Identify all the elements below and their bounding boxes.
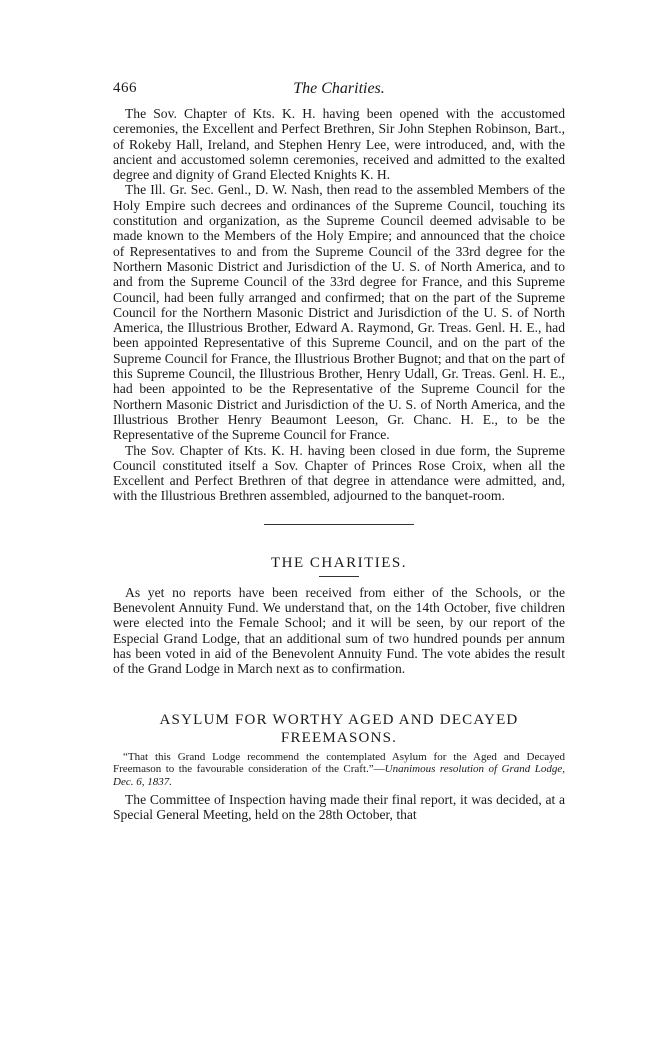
paragraph-representatives: The Ill. Gr. Sec. Genl., D. W. Nash, then read to the assembled Members of the Holy Empire such decrees and ordinances of the Supreme Council, touching its constitution and organization, as the Supreme Council deemed advisable to be made known to the Members of the Holy Empire; and announced that the choice of Representatives to and from the Supreme Council of the 33rd degree for the Northern Masonic District and Jurisdiction of the U. S. of North America, and to and from the Supreme Council of the 33rd degree for France, and this Supreme Council, had been fully arranged and confirmed; that on the part of the Supreme Council for the Northern Masonic District and Jurisdiction of the U. S. of North America, the Illustrious Brother, Edward A. Raymond, Gr. Treas. Genl. H. E., had been appointed Representative of this Supreme Council, and on the part of the Supreme Council for France, the Illustrious Brother Bugnot; and that on the part of this Supreme Council, the Illustrious Brother, Henry Udall, Gr. Treas. Genl. H. E., had been appointed to be the Representative of the Supreme Council for the Northern Masonic District and Jurisdiction of the U. S. of North America, and the Illustrious Brother Henry Beaumont Leeson, Gr. Chanc. H. E., to be the Representative of the Supreme Council for France. <box>113 182 565 443</box>
running-title: The Charities. <box>293 80 385 97</box>
section-divider <box>264 524 414 525</box>
asylum-heading-line-2: FREEMASONS. <box>280 729 398 746</box>
epigraph-quote <box>113 751 565 789</box>
paragraph-charities: As yet no reports have been received from either of the Schools, or the Benevolent Annuity Fund. We understand that, on the 14th October, five children were elected into the Female School; and it will be seen, by our report of the Especial Grand Lodge, that an additional sum of two hundred pounds per annum has been voted in aid of the Benevolent Annuity Fund. The vote abides the result of the Grand Lodge in March next as to confirmation. <box>113 584 565 677</box>
quote-source: Unanimous resolution of Grand Lodge, Dec. 6, 1837. <box>113 763 565 788</box>
book-page <box>113 80 565 823</box>
paragraph-asylum: The Committee of Inspection having made their final report, it was decided, at a Special General Meeting, held on the 28th October, that <box>113 792 565 823</box>
asylum-heading-line-1: ASYLUM FOR WORTHY AGED AND DECAYED <box>159 711 519 728</box>
page-header <box>113 80 565 106</box>
quote-text: “That this Grand Lodge recommend the contemplated Asylum for the Aged and Decayed Freemason to the favourable consideration of the Craft.”— <box>113 750 565 775</box>
page-number: 466 <box>113 80 137 96</box>
paragraph-kh-chapter: The Sov. Chapter of Kts. K. H. having been opened with the accustomed ceremonies, the Excellent and Perfect Brethren, Sir John Stephen Robinson, Bart., of Rokeby Hall, Ireland, and Stephen Henry Lee, were introduced, and, with the ancient and accustomed solemn ceremonies, received and admitted to the exalted degree and dignity of Grand Elected Knights K. H. <box>113 106 565 183</box>
heading-underline <box>319 576 359 577</box>
paragraph-rose-croix: The Sov. Chapter of Kts. K. H. having been closed in due form, the Supreme Council constituted itself a Sov. Chapter of Princes Rose Croix, when all the Excellent and Perfect Brethren of that degree in attendance were admitted, and, with the Illustrious Brethren assembled, adjourned to the banquet-room. <box>113 442 565 504</box>
section-heading-asylum <box>113 711 565 747</box>
section-heading-charities: THE CHARITIES. <box>271 554 407 571</box>
